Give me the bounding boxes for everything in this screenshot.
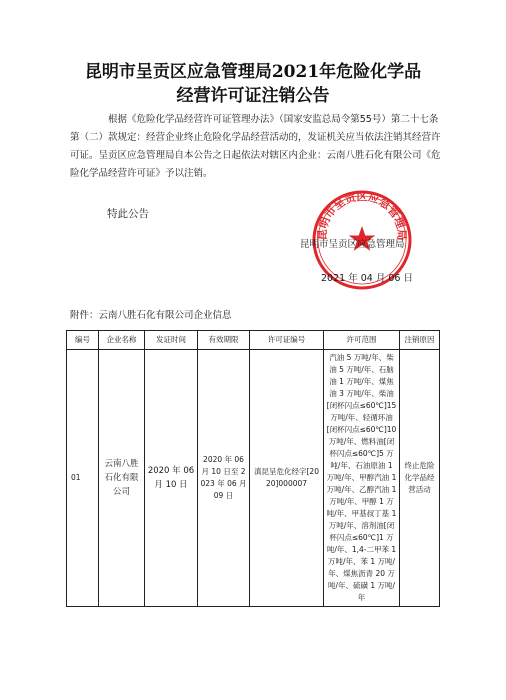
header-no: 编号 (67, 331, 99, 350)
header-scope: 许可范围 (324, 331, 400, 350)
header-issue-date: 发证时间 (145, 331, 198, 350)
company-info-table (66, 330, 440, 607)
cell-validity: 2020 年 06 月 10 日至 2023 年 06 月 09 日 (198, 350, 250, 607)
cell-company: 云南八胜石化有限公司 (99, 350, 145, 607)
header-license-no: 许可证编号 (250, 331, 324, 350)
title-line-1: 昆明市呈贡区应急管理局2021年危险化学品 (84, 62, 422, 82)
header-validity: 有效期限 (198, 331, 250, 350)
cell-scope: 汽油 5 万吨/年、柴油 5 万吨/年、石脑油 1 万吨/年、煤焦油 3 万吨/年、柴油[闭杯闪点≤60℃]15 万吨/年、轻循环油[闭杯闪点≤60℃]10 万吨/年、燃料油[闭杯闪点≤60℃]5 万吨/年、石油原油 1 万吨/年、甲醇汽油 1 万吨/年、乙醇汽油 1 万吨/年、甲醇 1 万吨/年、甲基叔丁基 1 万吨/年、溶剂油[闭杯闪点≤60℃]1 万吨/年、1,4-二甲苯 1 万吨/年、苯 1 万吨/年、煤焦沥青 20 万吨/年、硫磺 1 万吨/年 (324, 350, 400, 607)
header-company: 企业名称 (99, 331, 145, 350)
cell-no: 01 (67, 350, 99, 607)
attachment-label: 附件：云南八胜石化有限公司企业信息 (70, 310, 232, 321)
sign-date: 2021 年 04 月 06 日 (321, 273, 413, 284)
header-reason: 注销原因 (400, 331, 440, 350)
notice-paragraph: 根据《危险化学品经营许可证管理办法》（国家安监总局令第55号）第二十七条第（二）款规定：经营企业终止危险化学品经营活动的，发证机关应当依法注销其经营许可证。呈贡区应急管理局自本公告之日起依法对辖区内企业：云南八胜石化有限公司《危险化学品经营许可证》予以注销。 (70, 114, 441, 179)
signer-organization: 昆明市呈贡区应急管理局 (300, 239, 405, 250)
title-line-2: 经营许可证注销公告 (176, 86, 330, 106)
cell-issue-date: 2020 年 06 月 10 日 (145, 350, 198, 607)
cell-reason: 终止危险化学品经营活动 (400, 350, 440, 607)
announce-text: 特此公告 (107, 208, 149, 220)
seal-ring-text: 昆明市呈贡区应急管理局 (315, 190, 409, 241)
cell-license-no: 滇昆呈危化经字[2020]000007 (250, 350, 324, 607)
table-row (67, 350, 440, 607)
table-header-row (67, 331, 440, 350)
